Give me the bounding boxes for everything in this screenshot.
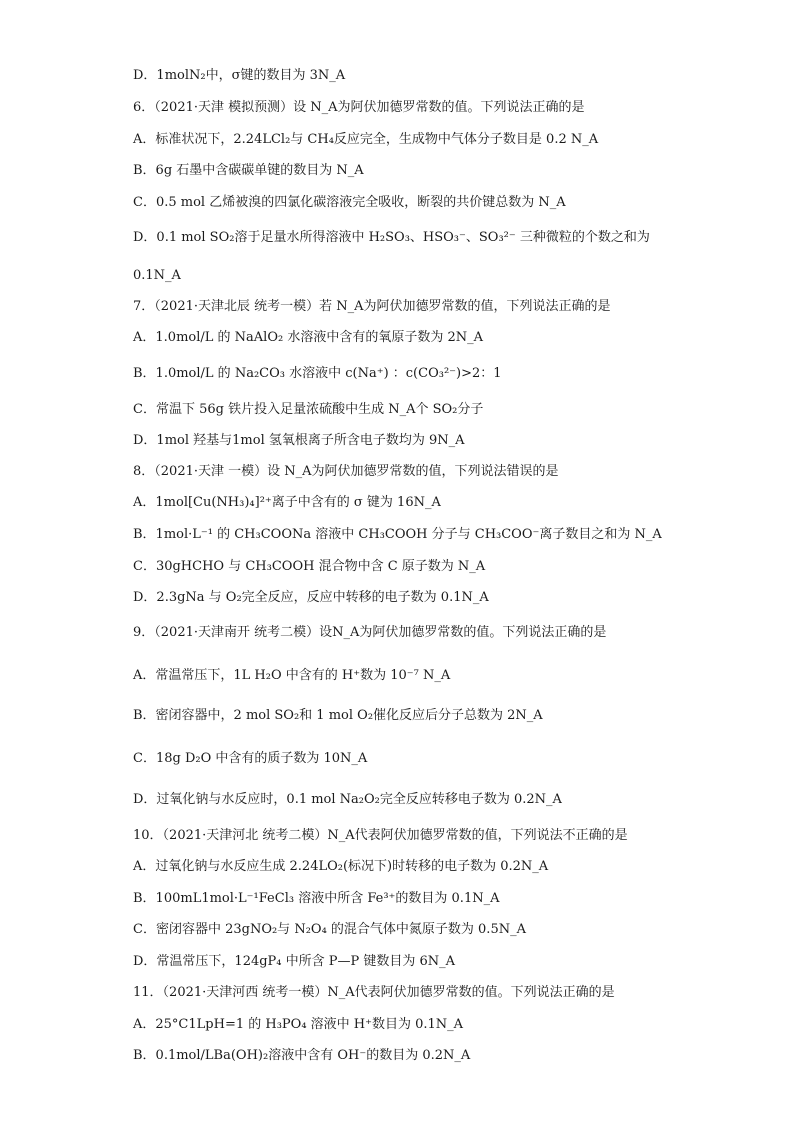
- question-6-option-d: D．0.1 mol SO₂溶于足量水所得溶液中 H₂SO₃、HSO₃⁻、SO₃²⁻ 三种微粒的个数之和为: [133, 230, 650, 245]
- question-11-stem: 11．（2021·天津河西 统考一模）N_A代表阿伏加德罗常数的值。下列说法正确的是: [133, 985, 615, 1000]
- question-6-option-d-cont: 0.1N_A: [133, 268, 181, 283]
- question-6-option-c: C．0.5 mol 乙烯被溴的四氯化碳溶液完全吸收，断裂的共价键总数为 N_A: [133, 195, 566, 210]
- question-7-option-a: A．1.0mol/L 的 NaAlO₂ 水溶液中含有的氧原子数为 2N_A: [133, 330, 483, 345]
- question-10-stem: 10．（2021·天津河北 统考二模）N_A代表阿伏加德罗常数的值，下列说法不正确的是: [133, 828, 628, 843]
- question-11-option-a: A．25°C1LpH=1 的 H₃PO₄ 溶液中 H⁺数目为 0.1N_A: [133, 1017, 464, 1032]
- question-9-option-a: A．常温常压下，1L H₂O 中含有的 H⁺数为 10⁻⁷ N_A: [133, 668, 451, 683]
- question-8-option-c: C．30gHCHO 与 CH₃COOH 混合物中含 C 原子数为 N_A: [133, 559, 486, 574]
- question-7-option-d: D．1mol 羟基与1mol 氢氧根离子所含电子数均为 9N_A: [133, 433, 465, 448]
- question-8-option-a: A．1mol[Cu(NH₃)₄]²⁺离子中含有的 σ 键为 16N_A: [133, 495, 441, 510]
- question-8-option-b: B．1mol·L⁻¹ 的 CH₃COONa 溶液中 CH₃COOH 分子与 CH₃COO⁻离子数目之和为 N_A: [133, 527, 662, 542]
- question-6-stem: 6．（2021·天津 模拟预测）设 N_A为阿伏加德罗常数的值。下列说法正确的是: [133, 100, 585, 115]
- question-7-stem: 7．（2021·天津北辰 统考一模）若 N_A为阿伏加德罗常数的值，下列说法正确的是: [133, 299, 611, 314]
- question-7-option-b: B．1.0mol/L 的 Na₂CO₃ 水溶液中 c(Na⁺) ：c(CO₃²⁻)>2：1: [133, 366, 502, 381]
- question-10-option-b: B．100mL1mol·L⁻¹FeCl₃ 溶液中所含 Fe³⁺的数目为 0.1N_A: [133, 891, 500, 906]
- text-line: D．1molN₂中，σ键的数目为 3N_A: [133, 68, 346, 83]
- question-8-option-d: D．2.3gNa 与 O₂完全反应，反应中转移的电子数为 0.1N_A: [133, 590, 489, 605]
- question-9-option-b: B．密闭容器中，2 mol SO₂和 1 mol O₂催化反应后分子总数为 2N_A: [133, 708, 543, 723]
- question-10-option-a: A．过氧化钠与水反应生成 2.24LO₂(标况下)时转移的电子数为 0.2N_A: [133, 859, 549, 874]
- question-9-option-c: C．18g D₂O 中含有的质子数为 10N_A: [133, 751, 368, 766]
- question-11-option-b: B．0.1mol/LBa(OH)₂溶液中含有 OH⁻的数目为 0.2N_A: [133, 1048, 471, 1063]
- question-9-option-d: D．过氧化钠与水反应时，0.1 mol Na₂O₂完全反应转移电子数为 0.2N_A: [133, 792, 562, 807]
- question-10-option-d: D．常温常压下，124gP₄ 中所含 P—P 键数目为 6N_A: [133, 954, 456, 969]
- question-8-stem: 8．（2021·天津 一模）设 N_A为阿伏加德罗常数的值，下列说法错误的是: [133, 464, 559, 479]
- question-7-option-c: C．常温下 56g 铁片投入足量浓硫酸中生成 N_A个 SO₂分子: [133, 402, 484, 417]
- question-6-option-a: A．标准状况下，2.24LCl₂与 CH₄反应完全，生成物中气体分子数目是 0.2 N_A: [133, 132, 599, 147]
- question-6-option-b: B．6g 石墨中含碳碳单键的数目为 N_A: [133, 163, 364, 178]
- question-10-option-c: C．密闭容器中 23gNO₂与 N₂O₄ 的混合气体中氮原子数为 0.5N_A: [133, 922, 526, 937]
- question-9-stem: 9．（2021·天津南开 统考二模）设N_A为阿伏加德罗常数的值。下列说法正确的是: [133, 625, 607, 640]
